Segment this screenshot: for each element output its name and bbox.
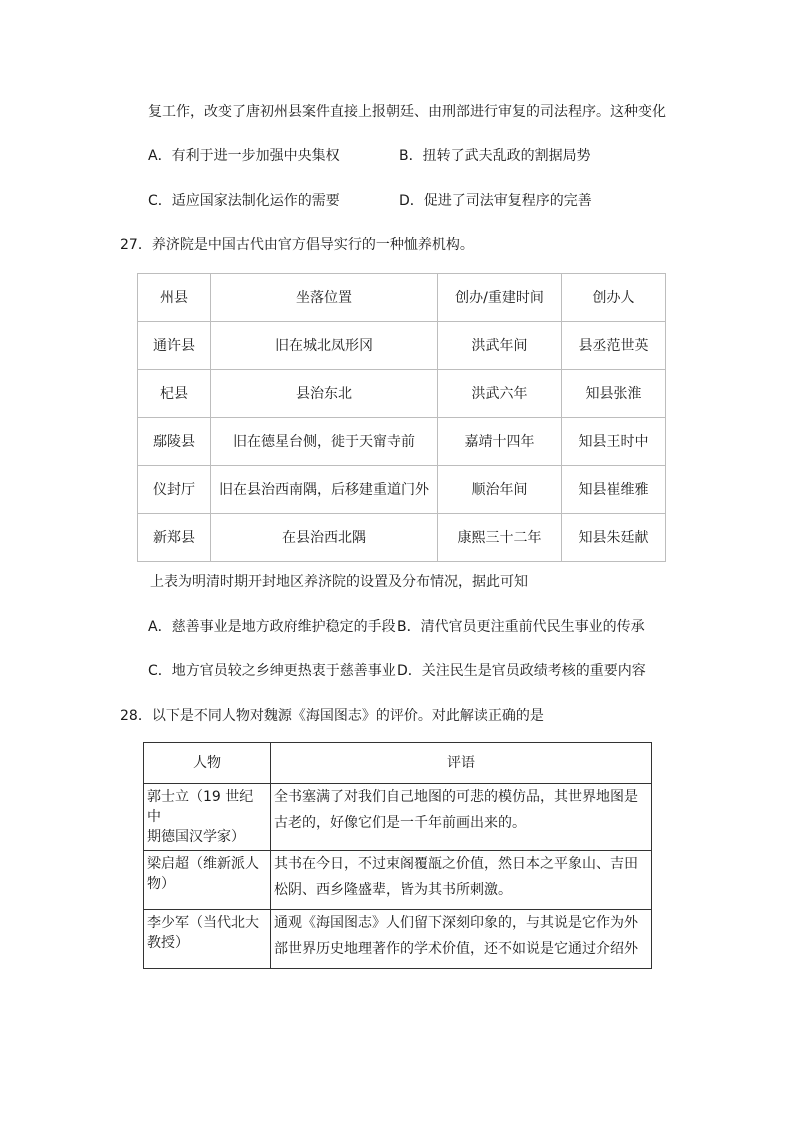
table-cell: 县治东北 bbox=[211, 370, 438, 418]
q27-option-b: B．清代官员更注重前代民生事业的传承 bbox=[397, 619, 645, 635]
table-cell: 旧在城北凤形冈 bbox=[211, 322, 438, 370]
header-cell: 评语 bbox=[271, 743, 652, 784]
table-cell: 康熙三十二年 bbox=[438, 514, 562, 562]
table-cell: 在县治西北隅 bbox=[211, 514, 438, 562]
table-cell: 嘉靖十四年 bbox=[438, 418, 562, 466]
person-line: 物） bbox=[147, 876, 175, 892]
person-line: 教授） bbox=[147, 935, 189, 951]
table-cell: 洪武年间 bbox=[438, 322, 562, 370]
q27-option-d: D．关注民生是官员政绩考核的重要内容 bbox=[397, 663, 646, 679]
comment-line: 古老的，好像它们是一千年前画出来的。 bbox=[274, 815, 526, 831]
table-row bbox=[144, 851, 652, 910]
table-row bbox=[144, 784, 652, 851]
q26-stem-tail: 复工作，改变了唐初州县案件直接上报朝廷、由刑部进行审复的司法程序。这种变化 bbox=[148, 104, 666, 120]
table-cell: 鄢陵县 bbox=[138, 418, 211, 466]
table-cell: 知县朱廷献 bbox=[562, 514, 666, 562]
header-cell: 州县 bbox=[138, 274, 211, 322]
q28-stem: 28．以下是不同人物对魏源《海国图志》的评价。对此解读正确的是 bbox=[120, 708, 544, 724]
q27-after-table: 上表为明清时期开封地区养济院的设置及分布情况，据此可知 bbox=[150, 574, 528, 590]
table-cell: 仪封厅 bbox=[138, 466, 211, 514]
q26-option-b: B．扭转了武夫乱政的割据局势 bbox=[399, 148, 591, 164]
person-line: 李少军（当代北大 bbox=[147, 915, 259, 931]
table-cell: 新郑县 bbox=[138, 514, 211, 562]
table-cell: 旧在县治西南隅，后移建重道门外 bbox=[211, 466, 438, 514]
comment-line: 其书在今日，不过束阁覆瓿之价值，然日本之平象山、吉田 bbox=[274, 856, 638, 872]
comment-line: 松阴、西乡隆盛辈，皆为其书所刺激。 bbox=[274, 882, 512, 898]
q27-option-c: C．地方官员较之乡绅更热衷于慈善事业 bbox=[148, 663, 396, 679]
table-cell: 洪武六年 bbox=[438, 370, 562, 418]
table-cell: 知县张淮 bbox=[562, 370, 666, 418]
table-cell bbox=[271, 784, 652, 851]
header-cell: 创办/重建时间 bbox=[438, 274, 562, 322]
table-row bbox=[138, 514, 666, 562]
person-line: 期德国汉学家） bbox=[147, 829, 245, 845]
q27-option-a: A．慈善事业是地方政府维护稳定的手段 bbox=[148, 619, 396, 635]
q27-stem: 27．养济院是中国古代由官方倡导实行的一种恤养机构。 bbox=[120, 237, 474, 253]
table-cell: 旧在德星台侧，徙于天甯寺前 bbox=[211, 418, 438, 466]
person-line: 郭士立（19 世纪中 bbox=[147, 789, 254, 825]
table-row bbox=[138, 466, 666, 514]
table-cell: 顺治年间 bbox=[438, 466, 562, 514]
header-cell: 创办人 bbox=[562, 274, 666, 322]
comment-line: 全书塞满了对我们自己地图的可悲的模仿品，其世界地图是 bbox=[274, 789, 638, 805]
q27-table bbox=[137, 273, 666, 562]
q26-option-d: D．促进了司法审复程序的完善 bbox=[399, 193, 592, 209]
q26-option-a: A．有利于进一步加强中央集权 bbox=[148, 148, 340, 164]
table-cell bbox=[271, 910, 652, 969]
table-row bbox=[138, 370, 666, 418]
table-row bbox=[138, 322, 666, 370]
comment-line: 通观《海国图志》人们留下深刻印象的，与其说是它作为外 bbox=[274, 915, 638, 931]
table-cell: 知县王时中 bbox=[562, 418, 666, 466]
header-cell: 人物 bbox=[144, 743, 271, 784]
table-cell bbox=[271, 851, 652, 910]
table-row bbox=[144, 910, 652, 969]
person-line: 梁启超（维新派人 bbox=[147, 856, 259, 872]
table-cell: 知县崔维雅 bbox=[562, 466, 666, 514]
table-row bbox=[138, 418, 666, 466]
q28-table bbox=[143, 742, 652, 969]
header-cell: 坐落位置 bbox=[211, 274, 438, 322]
table-cell: 县丞范世英 bbox=[562, 322, 666, 370]
comment-line: 部世界历史地理著作的学术价值，还不如说是它通过介绍外 bbox=[274, 941, 638, 957]
table-header-row bbox=[144, 743, 652, 784]
q26-option-c: C．适应国家法制化运作的需要 bbox=[148, 193, 340, 209]
table-cell bbox=[144, 910, 271, 969]
table-cell bbox=[144, 851, 271, 910]
table-header-row bbox=[138, 274, 666, 322]
table-cell: 通许县 bbox=[138, 322, 211, 370]
table-cell: 杞县 bbox=[138, 370, 211, 418]
table-cell bbox=[144, 784, 271, 851]
